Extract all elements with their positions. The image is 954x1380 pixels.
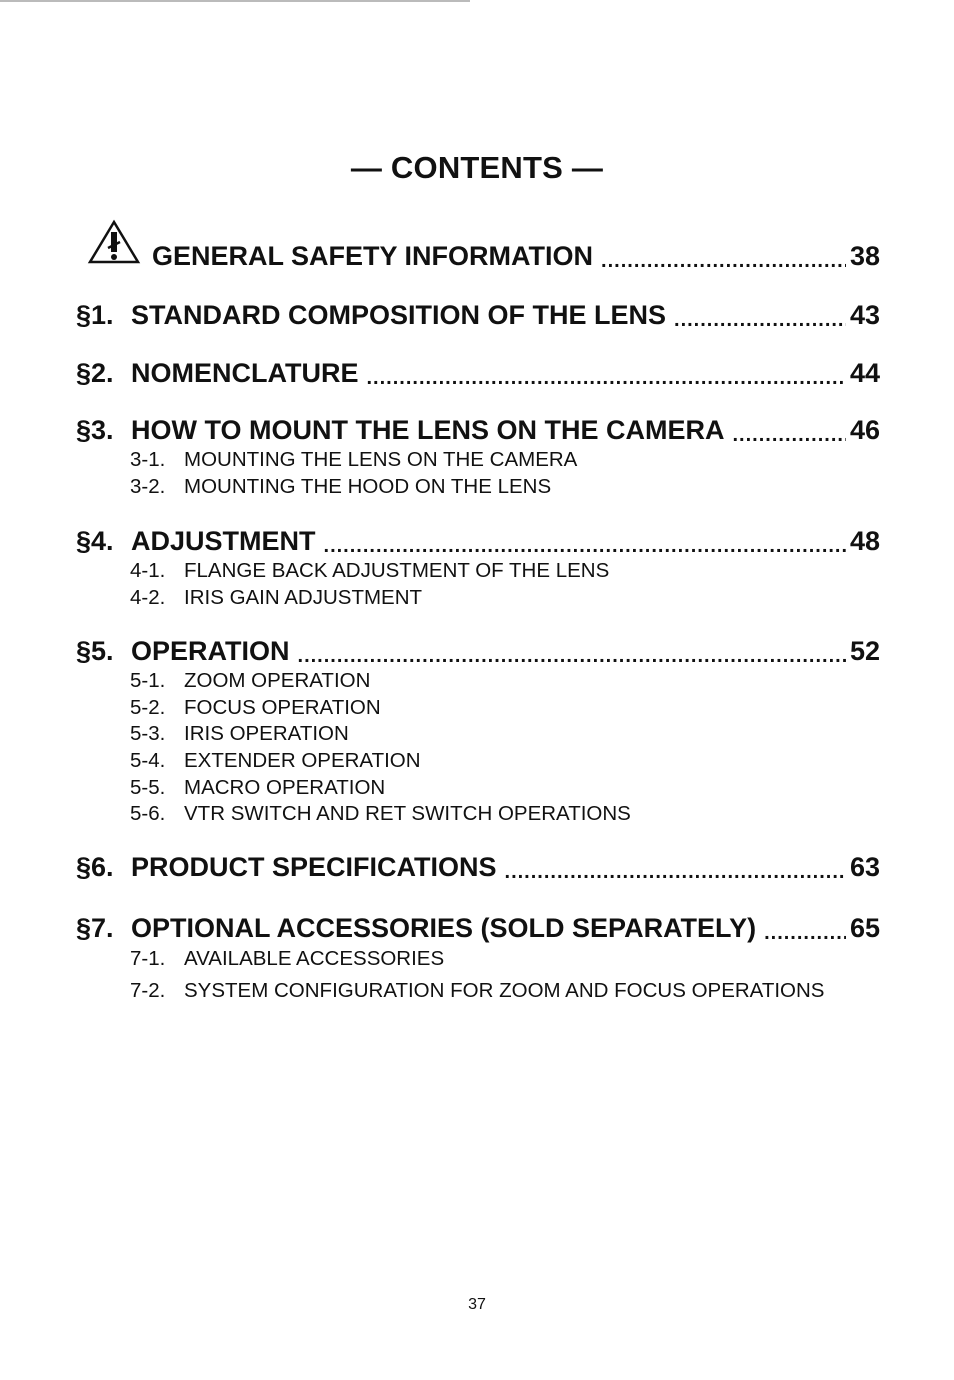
subsection-label: IRIS OPERATION — [184, 722, 349, 745]
toc-subentry-4-1[interactable] — [130, 559, 609, 583]
subsection-number: 3-1. — [130, 448, 166, 471]
section-number: §7. — [76, 913, 114, 943]
subsection-number: 5-3. — [130, 722, 166, 745]
dot-leader — [674, 306, 846, 326]
toc-page-number: 63 — [849, 852, 880, 882]
subsection-label: VTR SWITCH AND RET SWITCH OPERATIONS — [184, 802, 631, 825]
subsection-label: MOUNTING THE HOOD ON THE LENS — [184, 475, 552, 498]
toc-page-number: 43 — [849, 300, 880, 330]
subsection-number: 4-1. — [130, 559, 166, 582]
toc-subentry-7-1[interactable] — [130, 947, 444, 971]
subsection-number: 5-1. — [130, 669, 166, 692]
toc-entry-section-5[interactable] — [76, 633, 880, 667]
subsection-label: AVAILABLE ACCESSORIES — [184, 947, 445, 970]
warning-icon — [86, 224, 152, 272]
subsection-label: SYSTEM CONFIGURATION FOR ZOOM AND FOCUS OPERATIONS — [184, 979, 825, 1002]
toc-subentry-4-2[interactable] — [130, 586, 422, 610]
toc-entry-safety[interactable] — [76, 238, 880, 272]
toc-entry-section-3[interactable] — [76, 412, 880, 446]
subsection-number: 5-4. — [130, 749, 166, 772]
toc-entry-label: OPTIONAL ACCESSORIES (SOLD SEPARATELY) — [131, 913, 757, 943]
subsection-number: 4-2. — [130, 586, 166, 609]
toc-entry-section-6[interactable] — [76, 849, 880, 883]
section-number: §6. — [76, 852, 114, 882]
toc-subentry-5-1[interactable] — [130, 669, 370, 693]
subsection-label: FOCUS OPERATION — [184, 696, 381, 719]
toc-entry-label: PRODUCT SPECIFICATIONS — [131, 852, 497, 882]
dot-leader — [733, 421, 846, 441]
toc-page-number: 44 — [849, 358, 880, 388]
subsection-number: 7-2. — [130, 979, 166, 1002]
toc-page-number: 38 — [849, 241, 880, 271]
toc-page-number: 48 — [849, 526, 880, 556]
page-number: 37 — [468, 1296, 486, 1313]
toc-entry-label: HOW TO MOUNT THE LENS ON THE CAMERA — [131, 415, 725, 445]
subsection-number: 7-1. — [130, 947, 166, 970]
subsection-label: MACRO OPERATION — [184, 776, 386, 799]
toc-subentry-5-3[interactable] — [130, 722, 349, 746]
subsection-label: MOUNTING THE LENS ON THE CAMERA — [184, 448, 578, 471]
dot-leader — [366, 364, 845, 384]
section-number: §4. — [76, 526, 114, 556]
subsection-label: ZOOM OPERATION — [184, 669, 371, 692]
toc-subentry-7-2[interactable] — [130, 979, 824, 1003]
toc-entry-label: NOMENCLATURE — [131, 358, 359, 388]
subsection-number: 3-2. — [130, 475, 166, 498]
subsection-label: FLANGE BACK ADJUSTMENT OF THE LENS — [184, 559, 610, 582]
toc-entry-section-1[interactable] — [76, 297, 880, 331]
subsection-number: 5-5. — [130, 776, 166, 799]
subsection-number: 5-2. — [130, 696, 166, 719]
toc-page-number: 46 — [849, 415, 880, 445]
subsection-number: 5-6. — [130, 802, 166, 825]
toc-page-number: 65 — [849, 913, 880, 943]
toc-entry-section-4[interactable] — [76, 523, 880, 557]
toc-entry-label: GENERAL SAFETY INFORMATION — [152, 241, 594, 271]
toc-subentry-5-6[interactable] — [130, 802, 631, 826]
toc-entry-label: STANDARD COMPOSITION OF THE LENS — [131, 300, 667, 330]
dot-leader — [298, 642, 846, 662]
toc-subentry-3-2[interactable] — [130, 475, 551, 499]
toc-page-number: 52 — [849, 636, 880, 666]
toc-entry-section-7[interactable] — [76, 910, 880, 944]
subsection-label: IRIS GAIN ADJUSTMENT — [184, 586, 423, 609]
toc-subentry-5-5[interactable] — [130, 776, 385, 800]
dot-leader — [764, 919, 846, 939]
section-number: §2. — [76, 358, 114, 388]
scan-edge-line — [0, 0, 470, 2]
toc-entry-label: ADJUSTMENT — [131, 526, 316, 556]
page-title: — CONTENTS — — [350, 150, 604, 185]
toc-entry-section-2[interactable] — [76, 355, 880, 389]
section-number: §1. — [76, 300, 114, 330]
subsection-label: EXTENDER OPERATION — [184, 749, 421, 772]
dot-leader — [505, 858, 846, 878]
toc-subentry-5-2[interactable] — [130, 696, 381, 720]
toc-subentry-5-4[interactable] — [130, 749, 421, 773]
toc-entry-label: OPERATION — [131, 636, 290, 666]
dot-leader — [601, 247, 846, 267]
dot-leader — [324, 532, 846, 552]
toc-subentry-3-1[interactable] — [130, 448, 577, 472]
section-number: §5. — [76, 636, 114, 666]
section-number: §3. — [76, 415, 114, 445]
